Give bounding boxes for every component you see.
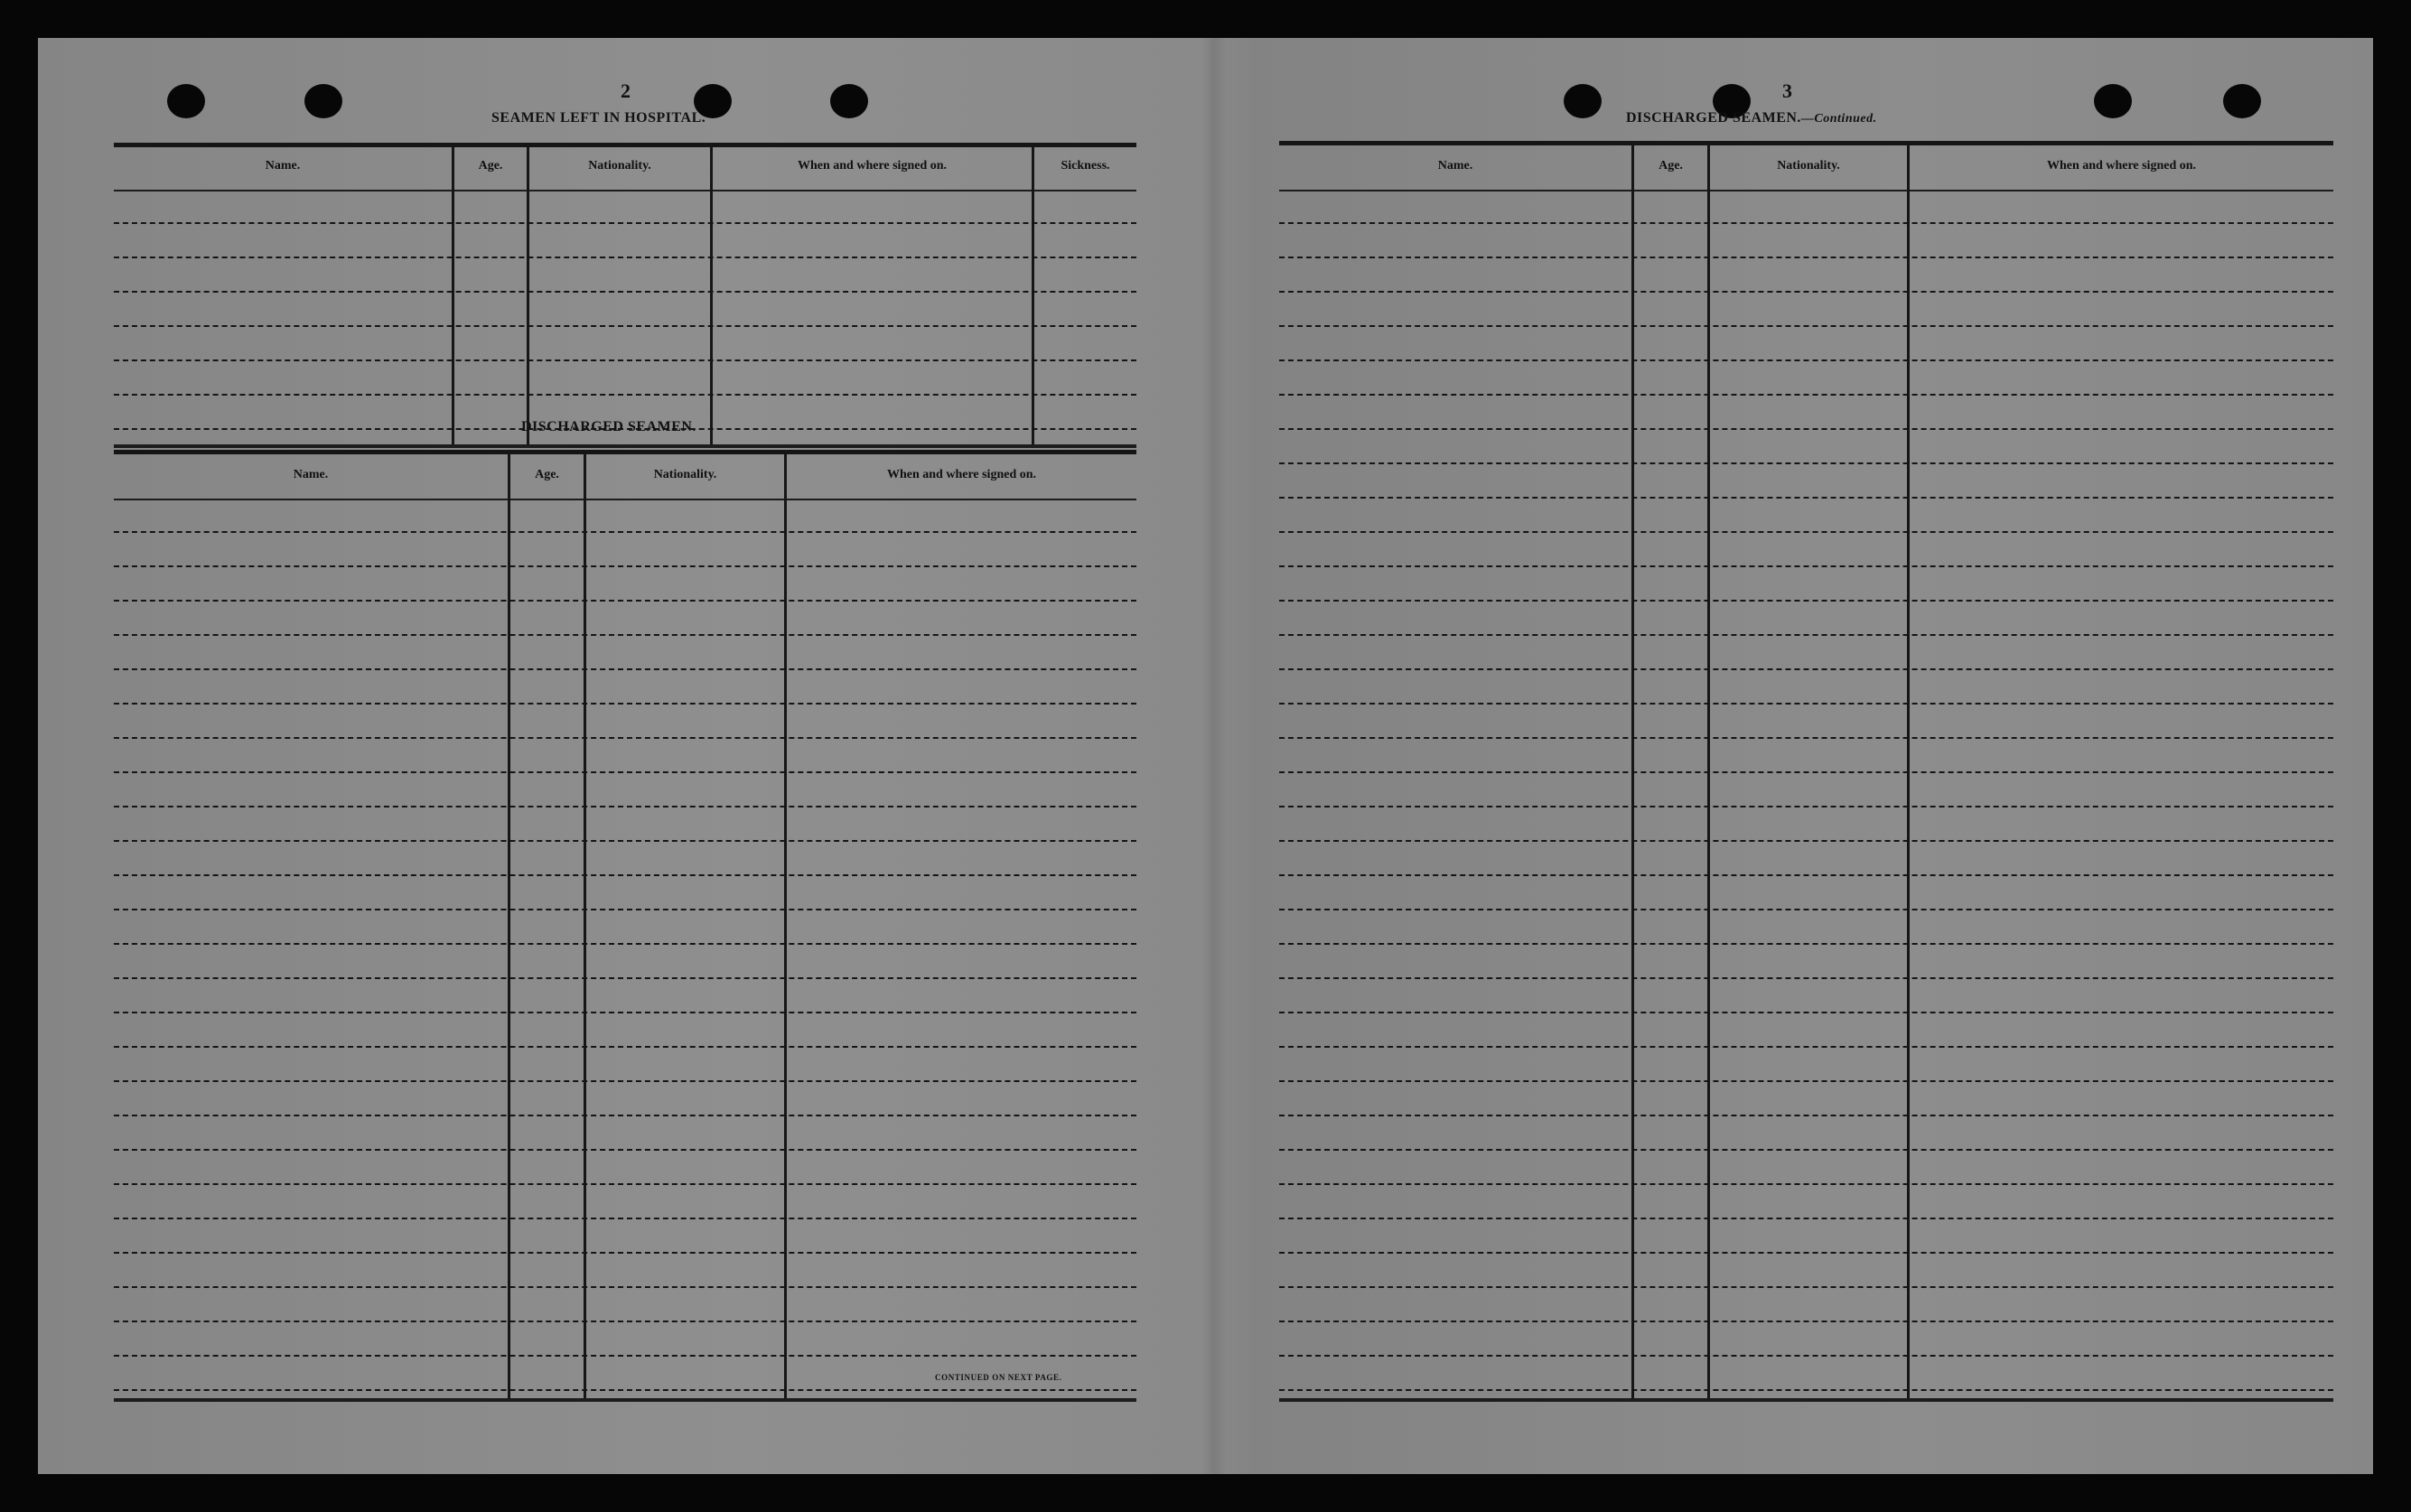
punch-hole: [2094, 84, 2132, 118]
table-row: [1279, 840, 2333, 842]
table-row: [1279, 771, 2333, 773]
table-row: [114, 703, 1136, 705]
table-row: [1279, 531, 2333, 533]
table-row: [1279, 291, 2333, 293]
table-row: [114, 565, 1136, 567]
column-header: When and where signed on.: [797, 159, 948, 173]
table-row: [1279, 1115, 2333, 1116]
table-row: [1279, 909, 2333, 910]
column-header: Name.: [1437, 159, 1473, 173]
table-row: [1279, 977, 2333, 979]
table-row: [114, 1252, 1136, 1254]
table-row: [114, 222, 1136, 224]
column-header: When and where signed on.: [886, 468, 1037, 481]
table-row: [114, 943, 1136, 945]
table-row: [1279, 1389, 2333, 1391]
table-row: [114, 806, 1136, 807]
table-row: [1279, 1012, 2333, 1013]
punch-hole: [1564, 84, 1602, 118]
table-row: [1279, 874, 2333, 876]
table-row: [1279, 634, 2333, 636]
table-row: [114, 668, 1136, 670]
table-row: [1279, 668, 2333, 670]
table-row: [114, 737, 1136, 739]
column-header: Age.: [1659, 159, 1683, 173]
table-row: [114, 1321, 1136, 1322]
column-header: Age.: [478, 159, 503, 173]
table-row: [1279, 1321, 2333, 1322]
title-suffix: —Continued.: [1800, 112, 1877, 126]
title-text: DISCHARGED SEAMEN.: [1626, 110, 1801, 126]
table-row: [1279, 1252, 2333, 1254]
column-header: Nationality.: [588, 159, 651, 173]
hospital-section-title: SEAMEN LEFT IN HOSPITAL.: [491, 110, 706, 126]
table-row: [1279, 943, 2333, 945]
table-row: [114, 1046, 1136, 1048]
table-row: [114, 1389, 1136, 1391]
column-header: Name.: [265, 159, 301, 173]
column-header: Age.: [535, 468, 559, 481]
table-row: [114, 1149, 1136, 1151]
table-row: [114, 1115, 1136, 1116]
table-row: [114, 874, 1136, 876]
table-row: [114, 359, 1136, 361]
table-row: [114, 840, 1136, 842]
page-fold: [1201, 38, 1227, 1474]
continued-note: CONTINUED ON NEXT PAGE.: [935, 1373, 1062, 1382]
punch-hole: [2223, 84, 2261, 118]
table-row: [1279, 737, 2333, 739]
table-row: [1279, 1286, 2333, 1288]
page-number-left: 2: [621, 79, 631, 102]
table-row: [114, 291, 1136, 293]
table-row: [114, 1183, 1136, 1185]
table-row: [114, 634, 1136, 636]
discharged-section-title: DISCHARGED SEAMEN.: [521, 419, 696, 434]
discharged-table-left: [114, 450, 1136, 1405]
table-row: [114, 909, 1136, 910]
table-row: [1279, 222, 2333, 224]
table-row: [1279, 257, 2333, 258]
table-row: [1279, 1080, 2333, 1082]
table-row: [1279, 1149, 2333, 1151]
table-row: [114, 977, 1136, 979]
table-row: [114, 394, 1136, 396]
punch-hole: [830, 84, 868, 118]
table-row: [1279, 325, 2333, 327]
table-row: [114, 1012, 1136, 1013]
table-row: [1279, 1183, 2333, 1185]
punch-hole: [304, 84, 342, 118]
table-row: [1279, 428, 2333, 430]
column-header: When and where signed on.: [2046, 159, 2197, 173]
table-row: [114, 600, 1136, 602]
table-row: [114, 257, 1136, 258]
hospital-table: [114, 143, 1136, 452]
column-header: Name.: [293, 468, 329, 481]
table-row: [1279, 806, 2333, 807]
table-row: [1279, 359, 2333, 361]
discharged-continued-title: [1626, 110, 1877, 126]
table-row: [1279, 1355, 2333, 1357]
table-row: [1279, 1218, 2333, 1219]
table-row: [114, 1355, 1136, 1357]
table-row: [1279, 703, 2333, 705]
table-row: [114, 1218, 1136, 1219]
document-sheet: [38, 38, 2373, 1474]
discharged-table-right: [1279, 141, 2333, 1405]
column-header: Nationality.: [653, 468, 717, 481]
table-row: [1279, 1046, 2333, 1048]
table-row: [1279, 565, 2333, 567]
table-row: [1279, 394, 2333, 396]
table-row: [114, 1080, 1136, 1082]
table-row: [1279, 497, 2333, 499]
punch-hole: [167, 84, 205, 118]
table-row: [1279, 462, 2333, 464]
column-header: Nationality.: [1777, 159, 1840, 173]
table-row: [1279, 600, 2333, 602]
column-header: Sickness.: [1061, 159, 1110, 173]
table-row: [114, 771, 1136, 773]
page-number-right: 3: [1782, 79, 1792, 102]
table-row: [114, 325, 1136, 327]
table-row: [114, 1286, 1136, 1288]
table-row: [114, 531, 1136, 533]
